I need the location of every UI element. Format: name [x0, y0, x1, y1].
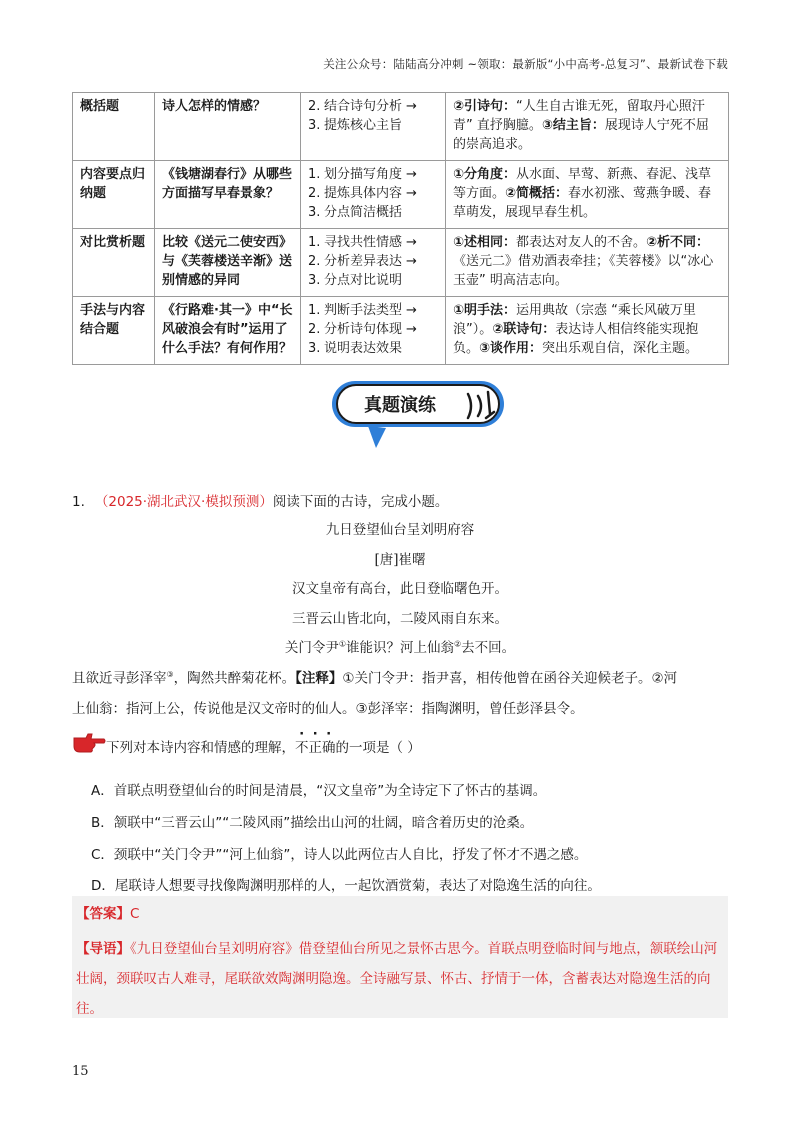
step-item: 3. 说明表达效果	[308, 341, 403, 356]
answer-template-cell: ②引诗句：“人生自古谁无死，留取丹心照汗青” 直抒胸臆。③结主旨：展现诗人宁死不屈的崇高追求。	[446, 93, 729, 161]
banner-tail	[368, 426, 386, 448]
arrow-right-icon: →	[406, 322, 417, 337]
question-type-cell: 概括题	[73, 93, 155, 161]
emphasis-char: 正	[308, 740, 322, 756]
option-a[interactable]: A．首联点明登望仙台的时间是清晨，“汉文皇帝”为全诗定下了怀古的基调。	[91, 783, 547, 799]
steps-cell	[301, 93, 446, 161]
question-type-cell: 内容要点归纳题	[73, 161, 155, 229]
step-item: 3. 提炼核心主旨	[308, 118, 403, 133]
step-item: 1. 判断手法类型 →	[308, 303, 417, 318]
notes-line-2: 上仙翁：指河上公，传说他是汉文帝时的仙人。③彭泽宰：指陶渊明，曾任彭泽县令。	[72, 700, 584, 717]
answer-tag: 【答案】	[76, 906, 130, 922]
question-intro	[72, 490, 732, 510]
pointing-hand-icon	[72, 732, 106, 754]
table-row	[73, 93, 729, 161]
poem-title: 九日登望仙台呈刘明府容	[325, 522, 475, 538]
arrow-right-icon: →	[406, 186, 417, 201]
sub-question-text: 下列对本诗内容和情感的理解，	[106, 740, 295, 756]
step-item: 1. 寻找共性情感 →	[308, 235, 417, 250]
question-number: 1.	[72, 494, 85, 510]
arrow-right-icon: →	[406, 303, 417, 318]
emphasis-char: 不	[295, 740, 309, 756]
arrow-right-icon: →	[406, 235, 417, 250]
example-question-cell: 《钱塘湖春行》从哪些方面描写早春景象？	[155, 161, 301, 229]
poem-line-3: 关门令尹①谁能识？河上仙翁②去不回。	[284, 639, 516, 656]
poem-author: [唐]崔曙	[374, 552, 426, 568]
step-item: 2. 分析差异表达 →	[308, 254, 417, 269]
answer-template-cell: ①述相同：都表达对友人的不舍。②析不同：《送元二》借劝酒表牵挂；《芙蓉楼》以“冰心玉壶” 明高洁志向。	[446, 229, 729, 297]
method-table	[72, 92, 729, 365]
example-question-cell: 比较《送元二使安西》与《芙蓉楼送辛渐》送别情感的异同	[155, 229, 301, 297]
step-item: 2. 提炼具体内容 →	[308, 186, 417, 201]
example-question-cell: 《行路难·其一》中“长风破浪会有时”运用了什么手法？有何作用？	[155, 297, 301, 365]
poem-line-1: 汉文皇帝有高台，此日登临曙色开。	[292, 581, 508, 597]
step-item: 1. 划分描写角度 →	[308, 167, 417, 182]
guide-body: 《九日登望仙台呈刘明府容》借登望仙台所见之景怀古思今。首联点明登临时间与地点，颔联绘山河壮阔，颈联叹古人难寻，尾联欲效陶渊明隐逸。全诗融写景、怀古、抒情于一体，含蓄表达对隐逸生活的向往。	[76, 941, 718, 1017]
option-b[interactable]: B．颔联中“三晋云山”“二陵风雨”描绘出山河的壮阔，暗含着历史的沧桑。	[91, 815, 534, 831]
example-question-cell: 诗人怎样的情感？	[155, 93, 301, 161]
steps-cell	[301, 297, 446, 365]
sub-question-tail: 的一项是（ ）	[335, 740, 421, 756]
step-item: 2. 结合诗句分析 →	[308, 99, 417, 114]
steps-cell	[301, 229, 446, 297]
answer-value: C	[130, 906, 140, 922]
question-source: （2025·湖北武汉·模拟预测）	[94, 494, 273, 510]
emphasis-char: 确	[322, 740, 336, 756]
poem-notes	[72, 660, 732, 724]
steps-cell	[301, 161, 446, 229]
notes-line-1: 且欲近寻彭泽宰③，陶然共醉菊花杯。【注释】①关门令尹：指尹喜，相传他曾在函谷关迎候老子。②河	[72, 670, 678, 687]
poem-line-2: 三晋云山皆北向，二陵风雨自东来。	[292, 611, 508, 627]
answer-template-cell: ①分角度：从水面、早莺、新燕、春泥、浅草等方面。②简概括：春水初涨、莺燕争暖、春草萌发，展现早春生机。	[446, 161, 729, 229]
arrow-right-icon: →	[406, 99, 417, 114]
banner-title: 真题演练	[364, 395, 436, 416]
table-row	[73, 161, 729, 229]
table-row	[73, 297, 729, 365]
step-item: 3. 分点对比说明	[308, 273, 403, 288]
answer-line	[76, 902, 139, 922]
section-banner	[328, 378, 508, 452]
question-type-cell: 手法与内容结合题	[73, 297, 155, 365]
option-d[interactable]: D．尾联诗人想要寻找像陶渊明那样的人，一起饮酒赏菊，表达了对隐逸生活的向往。	[91, 878, 601, 894]
answer-template-cell: ①明手法：运用典故（宗悫 “乘长风破万里浪”）。②联诗句：表达诗人相信终能实现抱负。③谈作用：突出乐观自信，深化主题。	[446, 297, 729, 365]
question-type-cell: 对比赏析题	[73, 229, 155, 297]
table-row	[73, 229, 729, 297]
header-note: 关注公众号：陆陆高分冲刺 ~领取：最新版“小中高考-总复习”、最新试卷下载	[323, 57, 728, 71]
arrow-right-icon: →	[406, 167, 417, 182]
question-intro-text: 阅读下面的古诗，完成小题。	[272, 494, 449, 510]
step-item: 2. 分析诗句体现 →	[308, 322, 417, 337]
sub-question	[72, 736, 732, 756]
option-c[interactable]: C．颈联中“关门令尹”“河上仙翁”，诗人以此两位古人自比，抒发了怀才不遇之感。	[91, 847, 588, 863]
arrow-right-icon: →	[406, 254, 417, 269]
guide-tag: 【导语】	[76, 941, 130, 957]
step-item: 3. 分点简洁概括	[308, 205, 403, 220]
guide-text	[76, 934, 726, 1024]
page-number: 15	[72, 1064, 89, 1079]
